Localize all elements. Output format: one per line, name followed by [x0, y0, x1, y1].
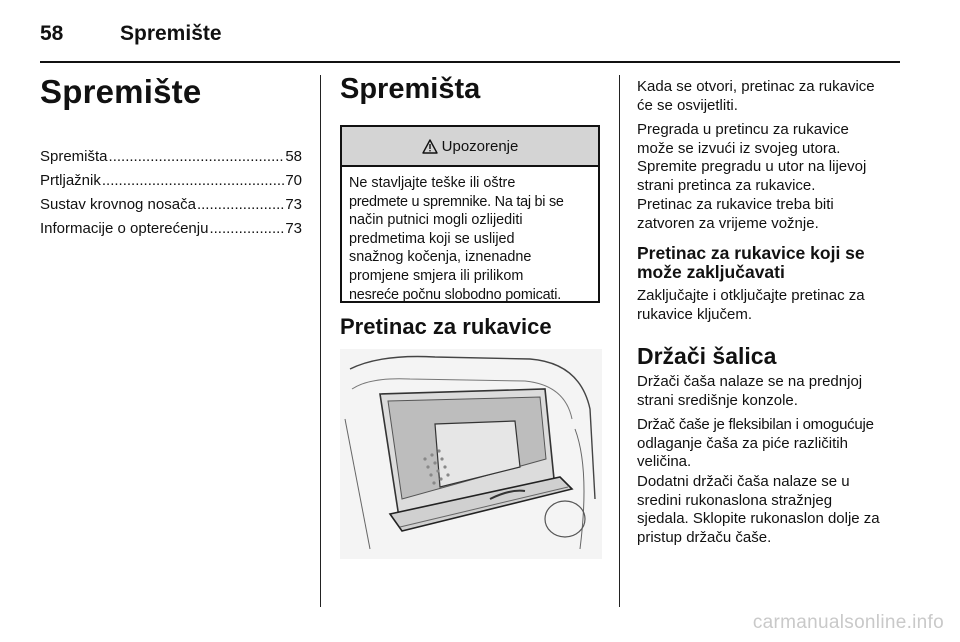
toc-entry-page: 70	[285, 172, 302, 189]
paragraph-glovebox-closed	[637, 196, 907, 233]
text-line: odlaganje čaša za piće različitih	[637, 434, 848, 452]
running-header-title: Spremište	[120, 22, 222, 45]
text-line: strani središnje konzole.	[637, 391, 798, 409]
warning-line: predmete u spremnike. Na taj bi se	[349, 193, 564, 210]
warning-line: Ne stavljajte teške ili oštre	[349, 175, 516, 191]
warning-line: način putnici mogli ozlijediti	[349, 212, 523, 229]
column-divider-left	[320, 75, 321, 607]
toc-leader-dots	[209, 220, 284, 237]
watermark: carmanualsonline.info	[752, 612, 944, 633]
toc-leader-dots	[197, 196, 284, 213]
page-number: 58	[40, 22, 64, 45]
toc-entry-label: Prtljažnik	[40, 172, 101, 189]
toc-entry[interactable]	[40, 148, 302, 172]
warning-box	[340, 125, 600, 303]
toc-entry[interactable]	[40, 172, 302, 196]
toc-entry[interactable]	[40, 220, 302, 244]
warning-header	[342, 127, 598, 167]
table-of-contents	[40, 148, 302, 244]
warning-title: Upozorenje	[441, 137, 519, 155]
toc-entry-label: Sustav krovnog nosača	[40, 196, 196, 213]
text-line: veličina.	[637, 453, 692, 470]
text-line: Zaključajte i otključajte pretinac za	[637, 287, 865, 304]
warning-line: nesreće počnu slobodno pomicati.	[349, 286, 561, 303]
text-line: sredini rukonaslona stražnjeg	[637, 491, 833, 509]
text-line: Držač čaše je fleksibilan i omogućuje	[637, 416, 874, 433]
text-line: Kada se otvori, pretinac za rukavice	[637, 78, 875, 95]
paragraph-lock-glovebox	[637, 287, 907, 324]
text-line: Pregrada u pretincu za rukavice	[637, 121, 849, 138]
text-line: sjedala. Sklopite rukonaslon dolje za	[637, 510, 880, 527]
toc-leader-dots	[109, 148, 285, 165]
text-line: Spremite pregradu u utor na lijevoj	[637, 158, 867, 175]
text-line: Dodatni držači čaša nalaze se u	[637, 473, 850, 490]
text-line: će se osvijetliti.	[637, 96, 738, 114]
paragraph-cupholders-flexible	[637, 416, 907, 472]
toc-entry-label: Spremišta	[40, 148, 108, 165]
column-divider-right	[619, 75, 620, 607]
text-line: strani pretinca za rukavice.	[637, 176, 816, 194]
warning-line: promjene smjera ili prilikom	[349, 267, 524, 284]
subsection-title-glovebox: Pretinac za rukavice	[340, 314, 552, 339]
section-title: Spremišta	[340, 73, 481, 105]
subsection-title-cupholders: Držači šalica	[637, 343, 777, 369]
toc-entry-label: Informacije o opterećenju	[40, 220, 209, 237]
header-rule	[40, 61, 900, 63]
toc-entry[interactable]	[40, 196, 302, 220]
subsection-title-lockable-glovebox	[637, 244, 907, 282]
text-line: može se izvući iz svojeg utora.	[637, 139, 841, 157]
paragraph-cupholders-location	[637, 373, 907, 410]
text-line: pristup držaču čaše.	[637, 528, 772, 546]
toc-entry-page: 73	[285, 220, 302, 237]
text-line: Pretinac za rukavice treba biti	[637, 196, 834, 213]
toc-leader-dots	[102, 172, 284, 189]
toc-entry-page: 58	[285, 148, 302, 165]
heading-line: može zaključavati	[637, 262, 785, 282]
chapter-title: Spremište	[40, 73, 202, 110]
text-line: rukavice ključem.	[637, 305, 753, 323]
warning-triangle-icon	[422, 139, 438, 154]
toc-entry-page: 73	[285, 196, 302, 213]
heading-line: Pretinac za rukavice koji se	[637, 243, 865, 263]
glovebox-illustration	[340, 349, 602, 559]
text-line: zatvoren za vrijeme vožnje.	[637, 214, 819, 232]
paragraph-glovebox-divider	[637, 121, 907, 195]
text-line: Držači čaša nalaze se na prednjoj	[637, 373, 863, 390]
paragraph-rear-cupholders	[637, 473, 907, 547]
warning-text	[342, 167, 598, 304]
warning-line: predmetima koji se uslijed	[349, 230, 515, 247]
paragraph-glovebox-light	[637, 78, 907, 115]
warning-line: snažnog kočenja, iznenadne	[349, 249, 532, 266]
